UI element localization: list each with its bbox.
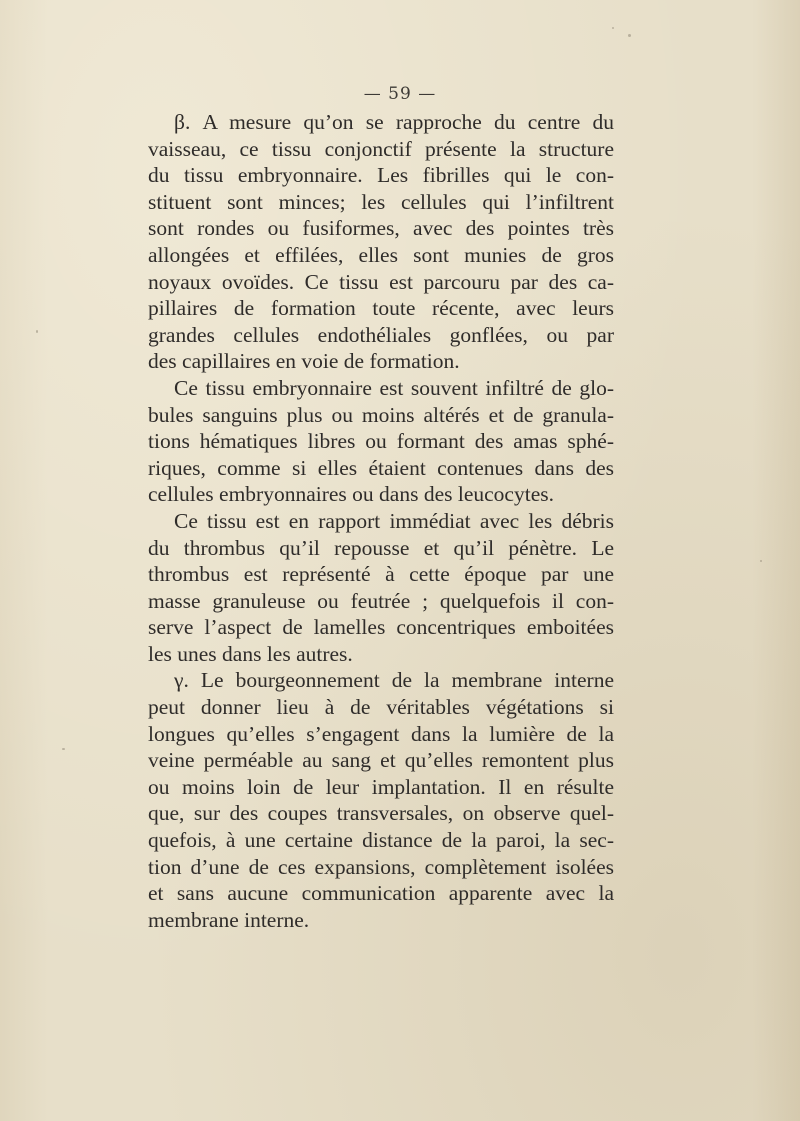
text-line: riques, comme si elles étaient contenues dans des [148, 455, 614, 480]
text-line: γ. Le bourgeonnement de la membrane interne [174, 668, 614, 693]
text-line: Ce tissu est en rapport immédiat avec les débris [174, 508, 614, 533]
text-line: masse granuleuse ou feutrée ; quelquefois il con- [148, 588, 614, 613]
text-line: tion d’une de ces expansions, complètement isolées [148, 854, 614, 879]
text-line: des capillaires en voie de formation. [148, 349, 460, 374]
text-line: allongées et effilées, elles sont munies de gros [148, 242, 614, 267]
paper-speck [760, 560, 762, 562]
text-line: sont rondes ou fusiformes, avec des pointes très [148, 216, 614, 241]
paper-speck [36, 330, 38, 333]
paper-speck [612, 27, 614, 29]
text-line: pillaires de formation toute récente, avec leurs [148, 296, 614, 321]
paper-speck [62, 748, 65, 750]
text-line: longues qu’elles s’engagent dans la lumière de la [148, 721, 614, 746]
text-line: et sans aucune communication apparente avec la [148, 881, 614, 906]
text-line: grandes cellules endothéliales gonflées, ou par [148, 322, 614, 347]
text-line: peut donner lieu à de véritables végétations si [148, 695, 614, 720]
text-line: β. A mesure qu’on se rapproche du centre du [174, 110, 614, 134]
text-line: Ce tissu embryonnaire est souvent infiltré de glo- [174, 375, 614, 400]
text-line: veine perméable au sang et qu’elles remontent plus [148, 748, 614, 773]
body-text [148, 109, 614, 933]
text-line: thrombus est représenté à cette époque par une [148, 562, 614, 587]
text-line: vaisseau, ce tissu conjonctif présente la structure [148, 136, 614, 161]
text-line: membrane interne. [148, 907, 310, 932]
text-line: du tissu embryonnaire. Les fibrilles qui le con- [148, 163, 614, 188]
text-line: cellules embryonnaires ou dans des leucocytes. [148, 482, 554, 507]
text-line: noyaux ovoïdes. Ce tissu est parcouru par des ca- [148, 269, 614, 294]
text-line: les unes dans les autres. [148, 641, 353, 666]
text-line: que, sur des coupes transversales, on observe quel- [148, 801, 614, 826]
text-line: ou moins loin de leur implantation. Il en résulte [148, 774, 614, 799]
text-line: bules sanguins plus ou moins altérés et de granula- [148, 402, 614, 427]
text-line: stituent sont minces; les cellules qui l’infiltrent [148, 189, 614, 214]
text-line: quefois, à une certaine distance de la paroi, la sec- [148, 828, 614, 853]
text-line: serve l’aspect de lamelles concentriques emboitées [148, 615, 614, 640]
text-line: du thrombus qu’il repousse et qu’il pénètre. Le [148, 535, 614, 560]
paper-speck [628, 34, 631, 37]
page-number: — 59 — [363, 84, 437, 104]
text-line: tions hématiques libres ou formant des amas sphé- [148, 429, 614, 454]
